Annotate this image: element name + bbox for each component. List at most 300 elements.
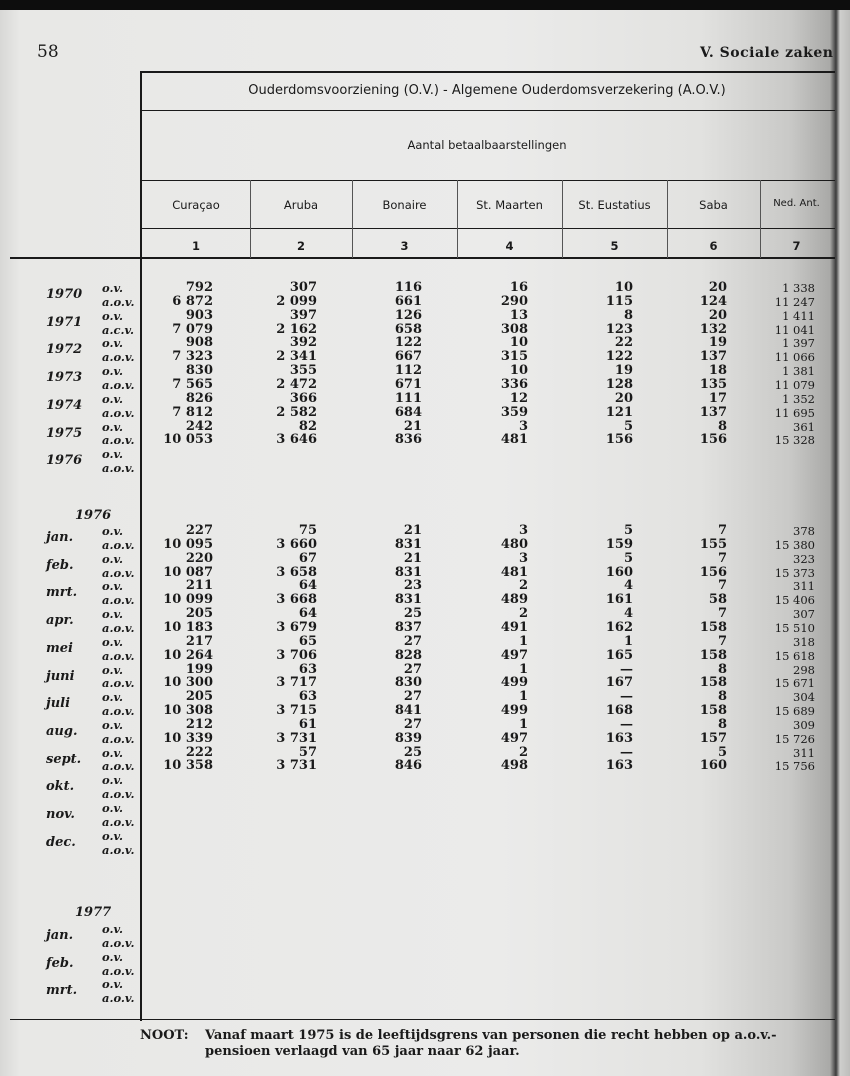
table-cell: 158 <box>699 619 727 635</box>
note-label: NOOT: <box>140 1028 189 1043</box>
column-header: St. Maarten <box>476 198 543 212</box>
row-kind-label: a.c.v. <box>102 322 134 337</box>
row-kind-label: a.o.v. <box>102 787 135 802</box>
table-cell: 661 <box>394 293 422 309</box>
table-cell: 57 <box>298 744 317 760</box>
table-cell: 19 <box>708 335 727 351</box>
rule <box>140 180 835 181</box>
table-cell: 3 679 <box>276 619 317 635</box>
row-group-label: mei <box>46 640 73 656</box>
table-cell: 3 <box>518 550 528 566</box>
table-cell: — <box>620 716 633 732</box>
table-cell: 10 087 <box>163 564 213 580</box>
table-cell: 10 <box>509 363 528 379</box>
table-cell: 158 <box>699 675 727 691</box>
table-cell: 3 <box>518 523 528 538</box>
table-cell: 227 <box>185 523 213 538</box>
table-cell: 311 <box>793 579 815 594</box>
table-cell: 684 <box>394 404 422 420</box>
table-cell: 903 <box>185 307 213 323</box>
table-cell: 2 162 <box>276 321 317 337</box>
table-cell: 3 731 <box>276 758 317 774</box>
table-cell: 7 812 <box>172 404 213 420</box>
table-cell: 10 264 <box>163 647 213 663</box>
row-group-label: nov. <box>46 807 75 822</box>
row-kind-label: a.o.v. <box>102 935 135 950</box>
row-kind-label: o.v. <box>102 745 124 760</box>
table-cell: 15 689 <box>774 704 815 719</box>
column-header: Curaçao <box>172 198 220 212</box>
row-kind-label: a.o.v. <box>102 842 135 857</box>
table-cell: 61 <box>298 716 317 732</box>
row-kind-label: a.o.v. <box>102 350 135 365</box>
table-cell: 124 <box>699 293 727 309</box>
chapter-heading: V. Sociale zaken <box>700 45 834 61</box>
table-cell: 1 338 <box>782 281 815 295</box>
table-cell: 5 <box>623 418 633 434</box>
table-cell: 3 715 <box>276 703 317 719</box>
table-cell: 111 <box>394 390 422 406</box>
table-cell: 156 <box>699 432 727 448</box>
header-bottom-rule <box>10 257 835 259</box>
table-cell: 16 <box>509 280 528 295</box>
table-cell: — <box>620 661 633 677</box>
table-cell: 116 <box>394 280 422 295</box>
table-cell: 11 695 <box>774 405 815 420</box>
table-cell: 658 <box>394 321 422 337</box>
column-number: 1 <box>191 239 200 253</box>
year-label-1976: 1976 <box>75 508 112 523</box>
table-cell: 27 <box>403 716 422 732</box>
table-cell: 122 <box>605 349 633 365</box>
table-cell: 10 095 <box>163 536 213 552</box>
table-cell: 10 183 <box>163 619 213 635</box>
table-cell: 671 <box>394 376 422 392</box>
table-cell: — <box>620 689 633 705</box>
table-cell: 11 066 <box>774 350 815 365</box>
row-kind-label: o.v. <box>102 922 124 936</box>
table-cell: 311 <box>793 745 815 760</box>
table-cell: 220 <box>185 550 213 566</box>
table-title: Ouderdomsvoorziening (O.V.) - Algemene Ouderdomsverzekering (A.O.V.) <box>248 83 726 98</box>
table-cell: 308 <box>500 321 528 337</box>
table-cell: 199 <box>185 661 213 677</box>
table-cell: 58 <box>708 592 727 608</box>
table-cell: 27 <box>403 633 422 649</box>
column-header: Saba <box>699 198 728 212</box>
row-group-label: 1976 <box>46 453 83 469</box>
table-cell: 205 <box>185 689 213 705</box>
table-cell: 359 <box>500 404 528 420</box>
table-cell: 27 <box>403 689 422 705</box>
table-cell: 481 <box>500 564 528 580</box>
row-kind-label: a.o.v. <box>102 676 135 691</box>
table-cell: 3 <box>518 418 528 434</box>
row-group-label: 1971 <box>46 314 83 330</box>
table-cell: 162 <box>605 619 633 635</box>
table-cell: 830 <box>394 675 422 691</box>
column-header: Aruba <box>283 198 319 212</box>
row-group-label: feb. <box>46 955 74 971</box>
row-group-label: okt. <box>46 779 75 795</box>
table-cell: 7 <box>717 578 727 594</box>
table-cell: 160 <box>699 758 727 774</box>
table-cell: 161 <box>605 592 633 608</box>
table-cell: 8 <box>717 716 727 732</box>
table-cell: 2 341 <box>276 349 317 365</box>
table-cell: 7 565 <box>172 376 213 392</box>
table-cell: 298 <box>793 662 815 677</box>
row-kind-label: o.v. <box>102 662 124 677</box>
row-group-label: 1973 <box>46 370 83 386</box>
table-cell: 498 <box>500 758 528 774</box>
table-cell: 168 <box>605 703 633 719</box>
table-cell: 11 041 <box>774 322 815 337</box>
row-group-label: juli <box>46 696 71 712</box>
table-cell: 480 <box>500 536 528 552</box>
table-cell: 2 472 <box>276 376 317 392</box>
table-cell: 831 <box>394 536 422 552</box>
table-cell: 846 <box>394 758 422 774</box>
column-number: 7 <box>792 239 801 253</box>
table-cell: 828 <box>394 647 422 663</box>
table-cell: 2 <box>518 578 528 594</box>
year-label-1977: 1977 <box>75 905 112 920</box>
row-kind-label: a.o.v. <box>102 759 135 774</box>
table-cell: 7 <box>717 633 727 649</box>
table-cell: 499 <box>500 675 528 691</box>
table-cell: 1 381 <box>782 364 815 379</box>
table-cell: 122 <box>394 335 422 351</box>
table-cell: 15 726 <box>774 731 815 746</box>
table-cell: 5 <box>623 550 633 566</box>
row-kind-label: o.v. <box>102 391 124 406</box>
row-kind-label: o.v. <box>102 607 124 622</box>
table-cell: 3 706 <box>276 647 317 663</box>
table-cell: 212 <box>185 716 213 732</box>
table-cell: 5 <box>623 523 633 538</box>
table-cell: 1 411 <box>782 308 815 323</box>
table-cell: 132 <box>699 321 727 337</box>
row-kind-label: o.v. <box>102 949 124 964</box>
table-cell: 112 <box>394 363 422 379</box>
table-cell: 222 <box>185 744 213 760</box>
table-cell: 15 380 <box>774 537 815 552</box>
table-cell: 21 <box>403 418 422 434</box>
table-cell: 19 <box>614 363 633 379</box>
row-group-label: 1974 <box>46 397 83 413</box>
table-cell: 792 <box>185 280 213 295</box>
row-kind-label: o.v. <box>102 447 124 462</box>
row-group-label: mrt. <box>46 983 78 999</box>
table-cell: 75 <box>298 523 317 538</box>
row-kind-label: a.o.v. <box>102 433 135 448</box>
table-cell: 361 <box>793 419 815 434</box>
row-kind-label: a.o.v. <box>102 461 135 476</box>
column-number: 4 <box>505 239 514 253</box>
table-cell: 242 <box>185 418 213 434</box>
table-cell: 211 <box>185 578 213 594</box>
table-cell: 3 717 <box>276 675 317 691</box>
table-cell: 64 <box>298 578 317 594</box>
table-cell: 3 668 <box>276 592 317 608</box>
row-kind-label: a.o.v. <box>102 377 135 392</box>
row-group-label: apr. <box>46 613 74 629</box>
table-cell: 165 <box>605 647 633 663</box>
table-cell: 25 <box>403 744 422 760</box>
table-cell: 7 <box>717 523 727 538</box>
table-cell: 82 <box>298 418 317 434</box>
table-cell: 908 <box>185 335 213 351</box>
table-cell: 366 <box>289 390 317 406</box>
row-group-label: feb. <box>46 557 74 573</box>
row-kind-label: o.v. <box>102 551 124 566</box>
table-cell: 2 <box>518 606 528 622</box>
table-cell: 7 <box>717 606 727 622</box>
table-cell: 831 <box>394 564 422 580</box>
table-cell: 115 <box>605 293 633 309</box>
row-group-label: juni <box>46 668 75 684</box>
table-cell: 22 <box>614 335 633 351</box>
table-cell: 3 646 <box>276 432 317 448</box>
page-number: 58 <box>37 42 59 62</box>
row-kind-label: o.v. <box>102 690 124 705</box>
row-kind-label: o.v. <box>102 281 124 295</box>
table-cell: 10 099 <box>163 592 213 608</box>
table-cell: 10 358 <box>163 758 213 774</box>
table-cell: 11 079 <box>774 377 815 392</box>
note-line-2: pensioen verlaagd van 65 jaar naar 62 jaar. <box>205 1044 520 1059</box>
table-cell: 67 <box>298 550 317 566</box>
table-cell: — <box>620 744 633 760</box>
row-kind-label: o.v. <box>102 524 124 538</box>
table-cell: 392 <box>289 335 317 351</box>
table-cell: 491 <box>500 619 528 635</box>
scan-edge <box>0 0 850 10</box>
row-kind-label: a.o.v. <box>102 991 135 1006</box>
table-cell: 23 <box>403 578 422 594</box>
table-cell: 156 <box>699 564 727 580</box>
row-group-label: 1975 <box>46 425 83 441</box>
table-cell: 481 <box>500 432 528 448</box>
table-cell: 63 <box>298 689 317 705</box>
row-kind-label: o.v. <box>102 801 124 815</box>
table-cell: 3 731 <box>276 730 317 746</box>
table-cell: 15 756 <box>774 759 815 774</box>
table-cell: 15 671 <box>774 676 815 691</box>
table-cell: 20 <box>614 390 633 406</box>
rule <box>140 110 835 111</box>
table-cell: 841 <box>394 703 422 719</box>
table-cell: 10 <box>509 335 528 351</box>
table-cell: 121 <box>605 404 633 420</box>
table-cell: 309 <box>793 717 815 732</box>
row-group-label: dec. <box>46 834 76 850</box>
table-cell: 63 <box>298 661 317 677</box>
column-number: 3 <box>400 239 409 253</box>
table-cell: 290 <box>500 293 528 309</box>
table-cell: 21 <box>403 523 422 538</box>
table-cell: 10 339 <box>163 730 213 746</box>
table-cell: 10 300 <box>163 675 213 691</box>
row-kind-label: a.o.v. <box>102 620 135 635</box>
table-cell: 15 510 <box>774 620 815 635</box>
table-cell: 159 <box>605 536 633 552</box>
row-group-label: 1972 <box>46 342 83 358</box>
row-group-label: sept. <box>46 751 82 767</box>
table-cell: 10 053 <box>163 432 213 448</box>
table-cell: 158 <box>699 647 727 663</box>
table-cell: 13 <box>509 307 528 323</box>
table-cell: 8 <box>717 689 727 705</box>
table-cell: 378 <box>793 524 815 538</box>
table-cell: 160 <box>605 564 633 580</box>
table-cell: 4 <box>623 606 633 622</box>
table-cell: 837 <box>394 619 422 635</box>
table-cell: 2 099 <box>276 293 317 309</box>
row-kind-label: a.o.v. <box>102 648 135 663</box>
table-cell: 128 <box>605 376 633 392</box>
table-cell: 15 618 <box>774 648 815 663</box>
table-cell: 205 <box>185 606 213 622</box>
table-cell: 397 <box>289 307 317 323</box>
table-cell: 497 <box>500 647 528 663</box>
table-cell: 137 <box>699 404 727 420</box>
row-group-label: mrt. <box>46 585 78 601</box>
table-cell: 167 <box>605 675 633 691</box>
row-kind-label: a.o.v. <box>102 593 135 608</box>
table-cell: 318 <box>793 634 815 649</box>
table-cell: 307 <box>793 607 815 622</box>
table-cell: 123 <box>605 321 633 337</box>
row-kind-label: a.o.v. <box>102 405 135 420</box>
table-cell: 15 328 <box>774 433 815 448</box>
table-cell: 10 <box>614 280 633 295</box>
table-cell: 4 <box>623 578 633 594</box>
table-cell: 217 <box>185 633 213 649</box>
row-kind-label: o.v. <box>102 634 124 649</box>
table-cell: 6 872 <box>172 293 213 309</box>
table-cell: 1 <box>518 689 528 705</box>
table-cell: 307 <box>289 280 317 295</box>
row-kind-label: o.v. <box>102 828 124 843</box>
table-cell: 836 <box>394 432 422 448</box>
row-kind-label: a.o.v. <box>102 814 135 829</box>
table-cell: 10 308 <box>163 703 213 719</box>
table-cell: 11 247 <box>774 294 815 309</box>
column-number: 2 <box>296 239 305 253</box>
table-subtitle: Aantal betaalbaarstellingen <box>407 138 567 152</box>
note-line-1: Vanaf maart 1975 is de leeftijdsgrens van personen die recht hebben op a.o.v.- <box>205 1028 777 1043</box>
table-cell: 667 <box>394 349 422 365</box>
table-cell: 15 373 <box>774 565 815 580</box>
row-kind-label: a.o.v. <box>102 565 135 580</box>
table-cell: 64 <box>298 606 317 622</box>
column-number: 6 <box>709 239 718 253</box>
table-cell: 831 <box>394 592 422 608</box>
table-cell: 3 660 <box>276 536 317 552</box>
row-kind-label: o.v. <box>102 336 124 351</box>
table-cell: 8 <box>717 418 727 434</box>
column-header: Ned. Ant. <box>773 198 820 209</box>
table-cell: 323 <box>793 551 815 566</box>
table-bottom-rule <box>10 1019 835 1020</box>
table-cell: 163 <box>605 758 633 774</box>
table-cell: 2 582 <box>276 404 317 420</box>
row-kind-label: a.o.v. <box>102 963 135 978</box>
table-cell: 8 <box>623 307 633 323</box>
row-group-label: jan. <box>46 530 74 545</box>
table-cell: 489 <box>500 592 528 608</box>
table-cell: 126 <box>394 307 422 323</box>
row-kind-label: a.o.v. <box>102 731 135 746</box>
table-cell: 158 <box>699 703 727 719</box>
column-header: St. Eustatius <box>578 198 651 212</box>
table-cell: 499 <box>500 703 528 719</box>
row-group-label: aug. <box>46 723 78 739</box>
table-cell: 830 <box>185 363 213 379</box>
table-cell: 25 <box>403 606 422 622</box>
column-header: Bonaire <box>382 198 427 212</box>
table-cell: 497 <box>500 730 528 746</box>
table-cell: 315 <box>500 349 528 365</box>
table-cell: 17 <box>708 390 727 406</box>
row-kind-label: o.v. <box>102 364 124 379</box>
table-cell: 20 <box>708 280 727 295</box>
table-cell: 7 323 <box>172 349 213 365</box>
row-kind-label: o.v. <box>102 717 124 732</box>
row-kind-label: o.v. <box>102 773 124 788</box>
table-cell: 20 <box>708 307 727 323</box>
row-group-label: 1970 <box>46 287 83 302</box>
table-cell: 137 <box>699 349 727 365</box>
table-cell: 157 <box>699 730 727 746</box>
row-kind-label: a.o.v. <box>102 537 135 552</box>
table-cell: 135 <box>699 376 727 392</box>
table-cell: 163 <box>605 730 633 746</box>
row-kind-label: o.v. <box>102 977 124 992</box>
row-kind-label: o.v. <box>102 579 124 594</box>
table-cell: 18 <box>708 363 727 379</box>
table-cell: 355 <box>289 363 317 379</box>
table-cell: 5 <box>717 744 727 760</box>
table-cell: 3 658 <box>276 564 317 580</box>
row-kind-label: o.v. <box>102 308 124 323</box>
table-cell: 336 <box>500 376 528 392</box>
table-cell: 1 <box>518 633 528 649</box>
row-kind-label: a.o.v. <box>102 704 135 719</box>
table-cell: 21 <box>403 550 422 566</box>
table-cell: 839 <box>394 730 422 746</box>
table-cell: 1 <box>518 716 528 732</box>
table-cell: 1 <box>518 661 528 677</box>
table-cell: 826 <box>185 390 213 406</box>
table-cell: 2 <box>518 744 528 760</box>
table-cell: 27 <box>403 661 422 677</box>
table-cell: 1 <box>623 633 633 649</box>
table-cell: 1 397 <box>782 336 815 351</box>
row-kind-label: a.o.v. <box>102 294 135 309</box>
table-cell: 7 <box>717 550 727 566</box>
row-kind-label: o.v. <box>102 419 124 434</box>
rule <box>140 228 835 229</box>
table-cell: 12 <box>509 390 528 406</box>
table-cell: 155 <box>699 536 727 552</box>
table-cell: 15 406 <box>774 593 815 608</box>
table-cell: 304 <box>793 690 815 705</box>
table-cell: 7 079 <box>172 321 213 337</box>
table-top-rule <box>140 71 835 73</box>
